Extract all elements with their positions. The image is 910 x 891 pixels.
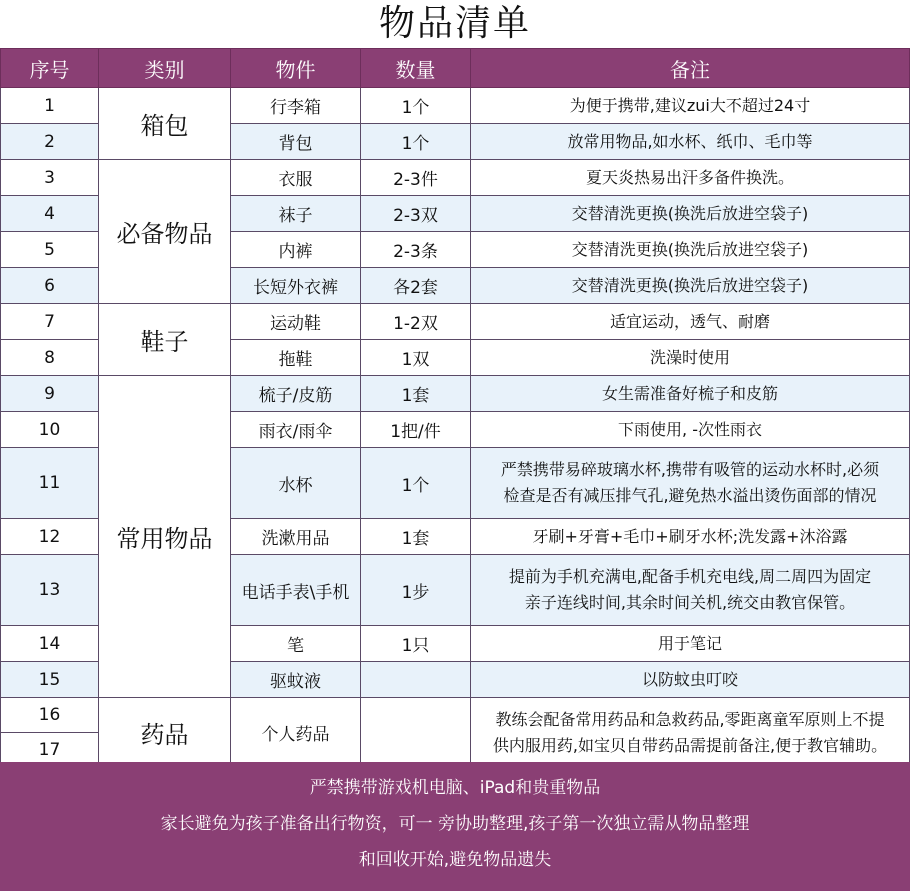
- row-number: 8: [1, 340, 99, 376]
- category-bags: 箱包: [99, 88, 231, 160]
- item-quantity: 1步: [361, 555, 471, 626]
- item-name: 行李箱: [231, 88, 361, 124]
- item-name: 驱蚊液: [231, 662, 361, 698]
- item-quantity: 1-2双: [361, 304, 471, 340]
- item-name: 洗漱用品: [231, 519, 361, 555]
- category-medicine: 药品: [99, 698, 231, 768]
- item-note: 下雨使用, -次性雨衣: [471, 412, 910, 448]
- item-name: 背包: [231, 124, 361, 160]
- row-number: 16: [1, 698, 99, 733]
- row-number: 3: [1, 160, 99, 196]
- row-number: 13: [1, 555, 99, 626]
- row-number: 9: [1, 376, 99, 412]
- row-number: 1: [1, 88, 99, 124]
- item-note: 洗澡时使用: [471, 340, 910, 376]
- item-name: 雨衣/雨伞: [231, 412, 361, 448]
- item-name: 运动鞋: [231, 304, 361, 340]
- note-line: 检查是否有减压排气孔,避免热水溢出烫伤面部的情况: [503, 486, 877, 505]
- item-note: 以防蚊虫叮咬: [471, 662, 910, 698]
- item-name: 衣服: [231, 160, 361, 196]
- item-name: 笔: [231, 626, 361, 662]
- note-line: 教练会配备常用药品和急救药品,零距离童军原则上不提: [495, 709, 885, 729]
- category-essentials: 必备物品: [99, 160, 231, 304]
- footer-line: 严禁携带游戏机电脑、iPad和贵重物品: [309, 778, 601, 798]
- item-note: [471, 698, 910, 768]
- item-note: 交替清洗更换(换洗后放进空袋子): [471, 268, 910, 304]
- item-note: 交替清洗更换(换洗后放进空袋子): [471, 196, 910, 232]
- item-quantity: 1套: [361, 376, 471, 412]
- item-name: 长短外衣裤: [231, 268, 361, 304]
- header-number: 序号: [1, 49, 99, 88]
- item-quantity: 1套: [361, 519, 471, 555]
- item-note: 夏天炎热易出汗多备件换洗。: [471, 160, 910, 196]
- table-row: [1, 160, 910, 196]
- item-quantity: 2-3件: [361, 160, 471, 196]
- item-quantity: 1双: [361, 340, 471, 376]
- table-row: [1, 698, 910, 733]
- note-line: 提前为手机充满电,配备手机充电线,周二周四为固定: [508, 567, 872, 586]
- row-number: 17: [1, 733, 99, 768]
- item-name: 内裤: [231, 232, 361, 268]
- item-quantity: 1个: [361, 124, 471, 160]
- item-checklist-table: [0, 48, 910, 768]
- item-name: 电话手表\手机: [231, 555, 361, 626]
- row-number: 7: [1, 304, 99, 340]
- note-line: 亲子连线时间,其余时间关机,统交由教官保管。: [524, 593, 856, 612]
- table-row: [1, 88, 910, 124]
- item-note: [471, 555, 910, 626]
- item-quantity: 1只: [361, 626, 471, 662]
- note-line: 供内服用药,如宝贝自带药品需提前备注,便于教官辅助。: [492, 735, 888, 755]
- header-category: 类别: [99, 49, 231, 88]
- item-quantity: 1把/件: [361, 412, 471, 448]
- item-note: [471, 448, 910, 519]
- item-quantity: 2-3条: [361, 232, 471, 268]
- item-note: 用于笔记: [471, 626, 910, 662]
- row-number: 4: [1, 196, 99, 232]
- footer-line: 和回收开始,避免物品遗失: [358, 850, 552, 870]
- item-quantity: 各2套: [361, 268, 471, 304]
- row-number: 15: [1, 662, 99, 698]
- item-quantity: 1个: [361, 88, 471, 124]
- item-note: 放常用物品,如水杯、纸巾、毛巾等: [471, 124, 910, 160]
- item-name: 拖鞋: [231, 340, 361, 376]
- row-number: 12: [1, 519, 99, 555]
- row-number: 5: [1, 232, 99, 268]
- item-note: 交替清洗更换(换洗后放进空袋子): [471, 232, 910, 268]
- header-quantity: 数量: [361, 49, 471, 88]
- item-note: 为便于携带,建议zui大不超过24寸: [471, 88, 910, 124]
- item-quantity: [361, 662, 471, 698]
- item-note: 适宜运动，透气、耐磨: [471, 304, 910, 340]
- category-common: 常用物品: [99, 376, 231, 698]
- item-name: 梳子/皮筋: [231, 376, 361, 412]
- row-number: 6: [1, 268, 99, 304]
- row-number: 10: [1, 412, 99, 448]
- header-notes: 备注: [471, 49, 910, 88]
- row-number: 14: [1, 626, 99, 662]
- note-line: 严禁携带易碎玻璃水杯,携带有吸管的运动水杯时,必须: [500, 460, 880, 479]
- footer-line: 家长避免为孩子准备出行物资，可一 旁协助整理,孩子第一次独立需从物品整理: [160, 814, 750, 834]
- row-number: 2: [1, 124, 99, 160]
- item-quantity: [361, 698, 471, 768]
- item-note: 牙刷+牙膏+毛巾+刷牙水杯;洗发露+沐浴露: [471, 519, 910, 555]
- table-row: [1, 304, 910, 340]
- item-name: 个人药品: [231, 698, 361, 768]
- footer-notice: [0, 762, 910, 891]
- item-note: 女生需准备好梳子和皮筋: [471, 376, 910, 412]
- header-item: 物件: [231, 49, 361, 88]
- item-name: 袜子: [231, 196, 361, 232]
- item-name: 水杯: [231, 448, 361, 519]
- page-title: 物品清单: [378, 3, 531, 44]
- category-shoes: 鞋子: [99, 304, 231, 376]
- table-row: [1, 376, 910, 412]
- item-quantity: 2-3双: [361, 196, 471, 232]
- item-quantity: 1个: [361, 448, 471, 519]
- row-number: 11: [1, 448, 99, 519]
